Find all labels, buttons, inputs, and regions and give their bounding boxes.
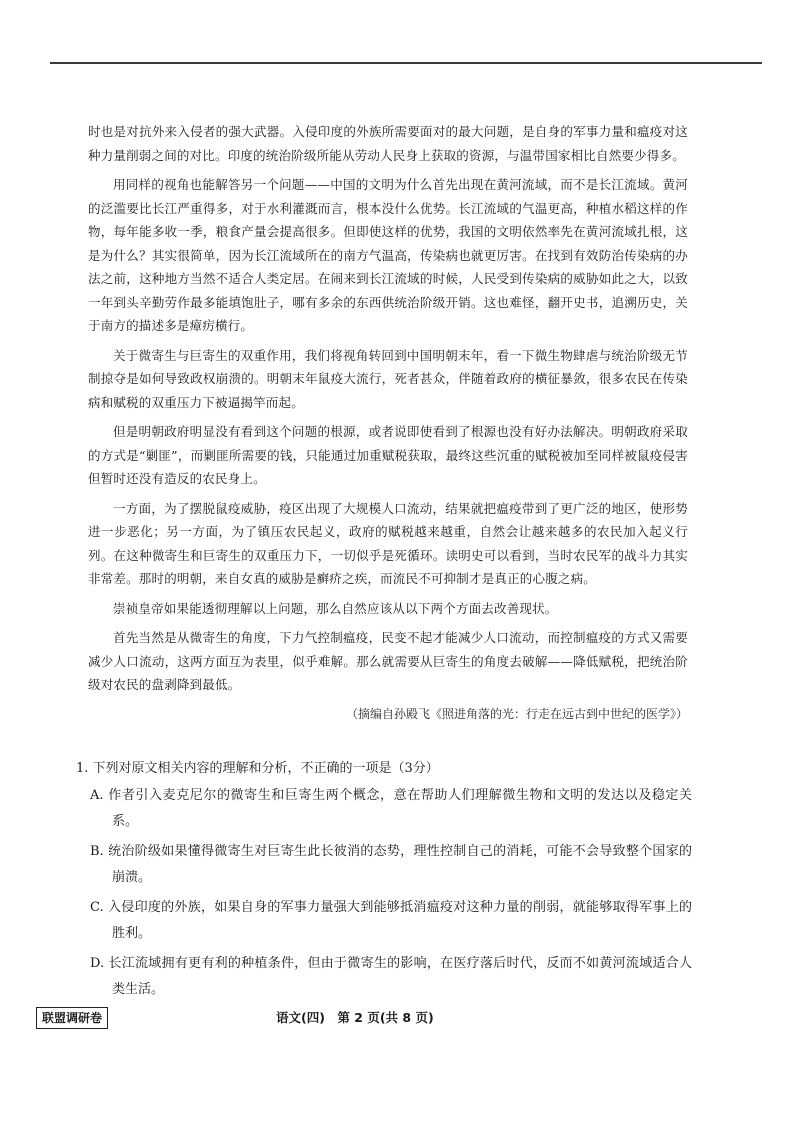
passage-paragraph: 崇祯皇帝如果能透彻理解以上问题，那么自然应该从以下两个方面去改善现状。 xyxy=(113,600,558,616)
exam-badge: 联盟调研卷 xyxy=(36,1007,108,1029)
option-b: B. 统治阶级如果懂得微寄生对巨寄生此长彼消的态势，理性控制自己的消耗，可能不会导致整个国家的崩溃。 xyxy=(90,844,692,885)
passage-paragraph: 用同样的视角也能解答另一个问题——中国的文明为什么首先出现在黄河流域，而不是长江流域。黄河的泛滥要比长江严重得多，对于水利灌溉而言，根本没什么优势。长江流域的气温更高，种植水稻这样的作物，每年能多收一季，粮食产量会提高很多。但即使这样的优势，我国的文明依然率先在黄河流域扎根，这是为什么？其实很简单，因为长江流域所在的南方气温高，传染病也就更厉害。在找到有效防治传染病的办法之前，这种地方当然不适合人类定居。在闹来到长江流域的时候，人民受到传染病的威胁如此之大，以致一年到头辛勤劳作最多能填饱肚子，哪有多余的东西供统治阶级开销。这也难怪，翻开史书，追溯历史，关于南方的描述多是瘴疠横行。 xyxy=(88,177,688,333)
reading-passage xyxy=(88,120,688,729)
question-stem: 1. 下列对原文相关内容的理解和分析，不正确的一项是（3分） xyxy=(76,761,439,776)
page-number: 语文(四) 第 2 页(共 8 页) xyxy=(276,1010,434,1025)
header-rule xyxy=(50,62,762,64)
passage-paragraph: 但是明朝政府明显没有看到这个问题的根源，或者说即使看到了根源也没有好办法解决。明朝政府采取的方式是“剿匪”，而剿匪所需要的钱，只能通过加重赋税获取，最终这些沉重的赋税被加至同样被鼠疫侵害但暂时还没有造反的农民身上。 xyxy=(88,424,688,486)
option-d: D. 长江流域拥有更有利的种植条件，但由于微寄生的影响，在医疗落后时代，反而不如黄河流域适合人类生活。 xyxy=(90,956,692,997)
passage-paragraph: 一方面，为了摆脱鼠疫威胁，疫区出现了大规模人口流动，结果就把瘟疫带到了更广泛的地区，使形势进一步恶化；另一方面，为了镇压农民起义，政府的赋税越来越重，自然会让越来越多的农民加入起义行列。在这种微寄生和巨寄生的双重压力下，一切似乎是死循环。读明史可以看到，当时农民军的战斗力其实非常差。那时的明朝，来自女真的威胁是癣疥之疾，而流民不可抑制才是真正的心腹之病。 xyxy=(88,500,688,586)
passage-paragraph: 关于微寄生与巨寄生的双重作用，我们将视角转回到中国明朝末年，看一下微生物肆虐与统治阶级无节制掠夺是如何导致政权崩溃的。明朝末年鼠疫大流行，死者甚众，伴随着政府的横征暴敛，很多农民在传染病和赋税的双重压力下被逼揭竿而起。 xyxy=(88,347,688,410)
passage-source: （摘编自孙殿飞《照进角落的光：行走在远古到中世纪的医学》） xyxy=(345,706,688,721)
option-c: C. 入侵印度的外族，如果自身的军事力量强大到能够抵消瘟疫对这种力量的削弱，就能够取得军事上的胜利。 xyxy=(90,900,692,941)
passage-paragraph: 时也是对抗外来入侵者的强大武器。入侵印度的外族所需要面对的最大问题，是自身的军事力量和瘟疫对这种力量削弱之间的对比。印度的统治阶级所能从劳动人民身上获取的资源，与温带国家相比自然要少得多。 xyxy=(88,124,688,163)
page-footer xyxy=(36,1007,756,1033)
option-a: A. 作者引入麦克尼尔的微寄生和巨寄生两个概念，意在帮助人们理解微生物和文明的发达以及稳定关系。 xyxy=(90,788,692,829)
question-block xyxy=(76,757,692,1007)
passage-paragraph: 首先当然是从微寄生的角度，下力气控制瘟疫，民变不起才能减少人口流动，而控制瘟疫的方式又需要减少人口流动，这两方面互为表里，似乎难解。那么就需要从巨寄生的角度去破解——降低赋税，把统治阶级对农民的盘剥降到最低。 xyxy=(88,630,688,692)
